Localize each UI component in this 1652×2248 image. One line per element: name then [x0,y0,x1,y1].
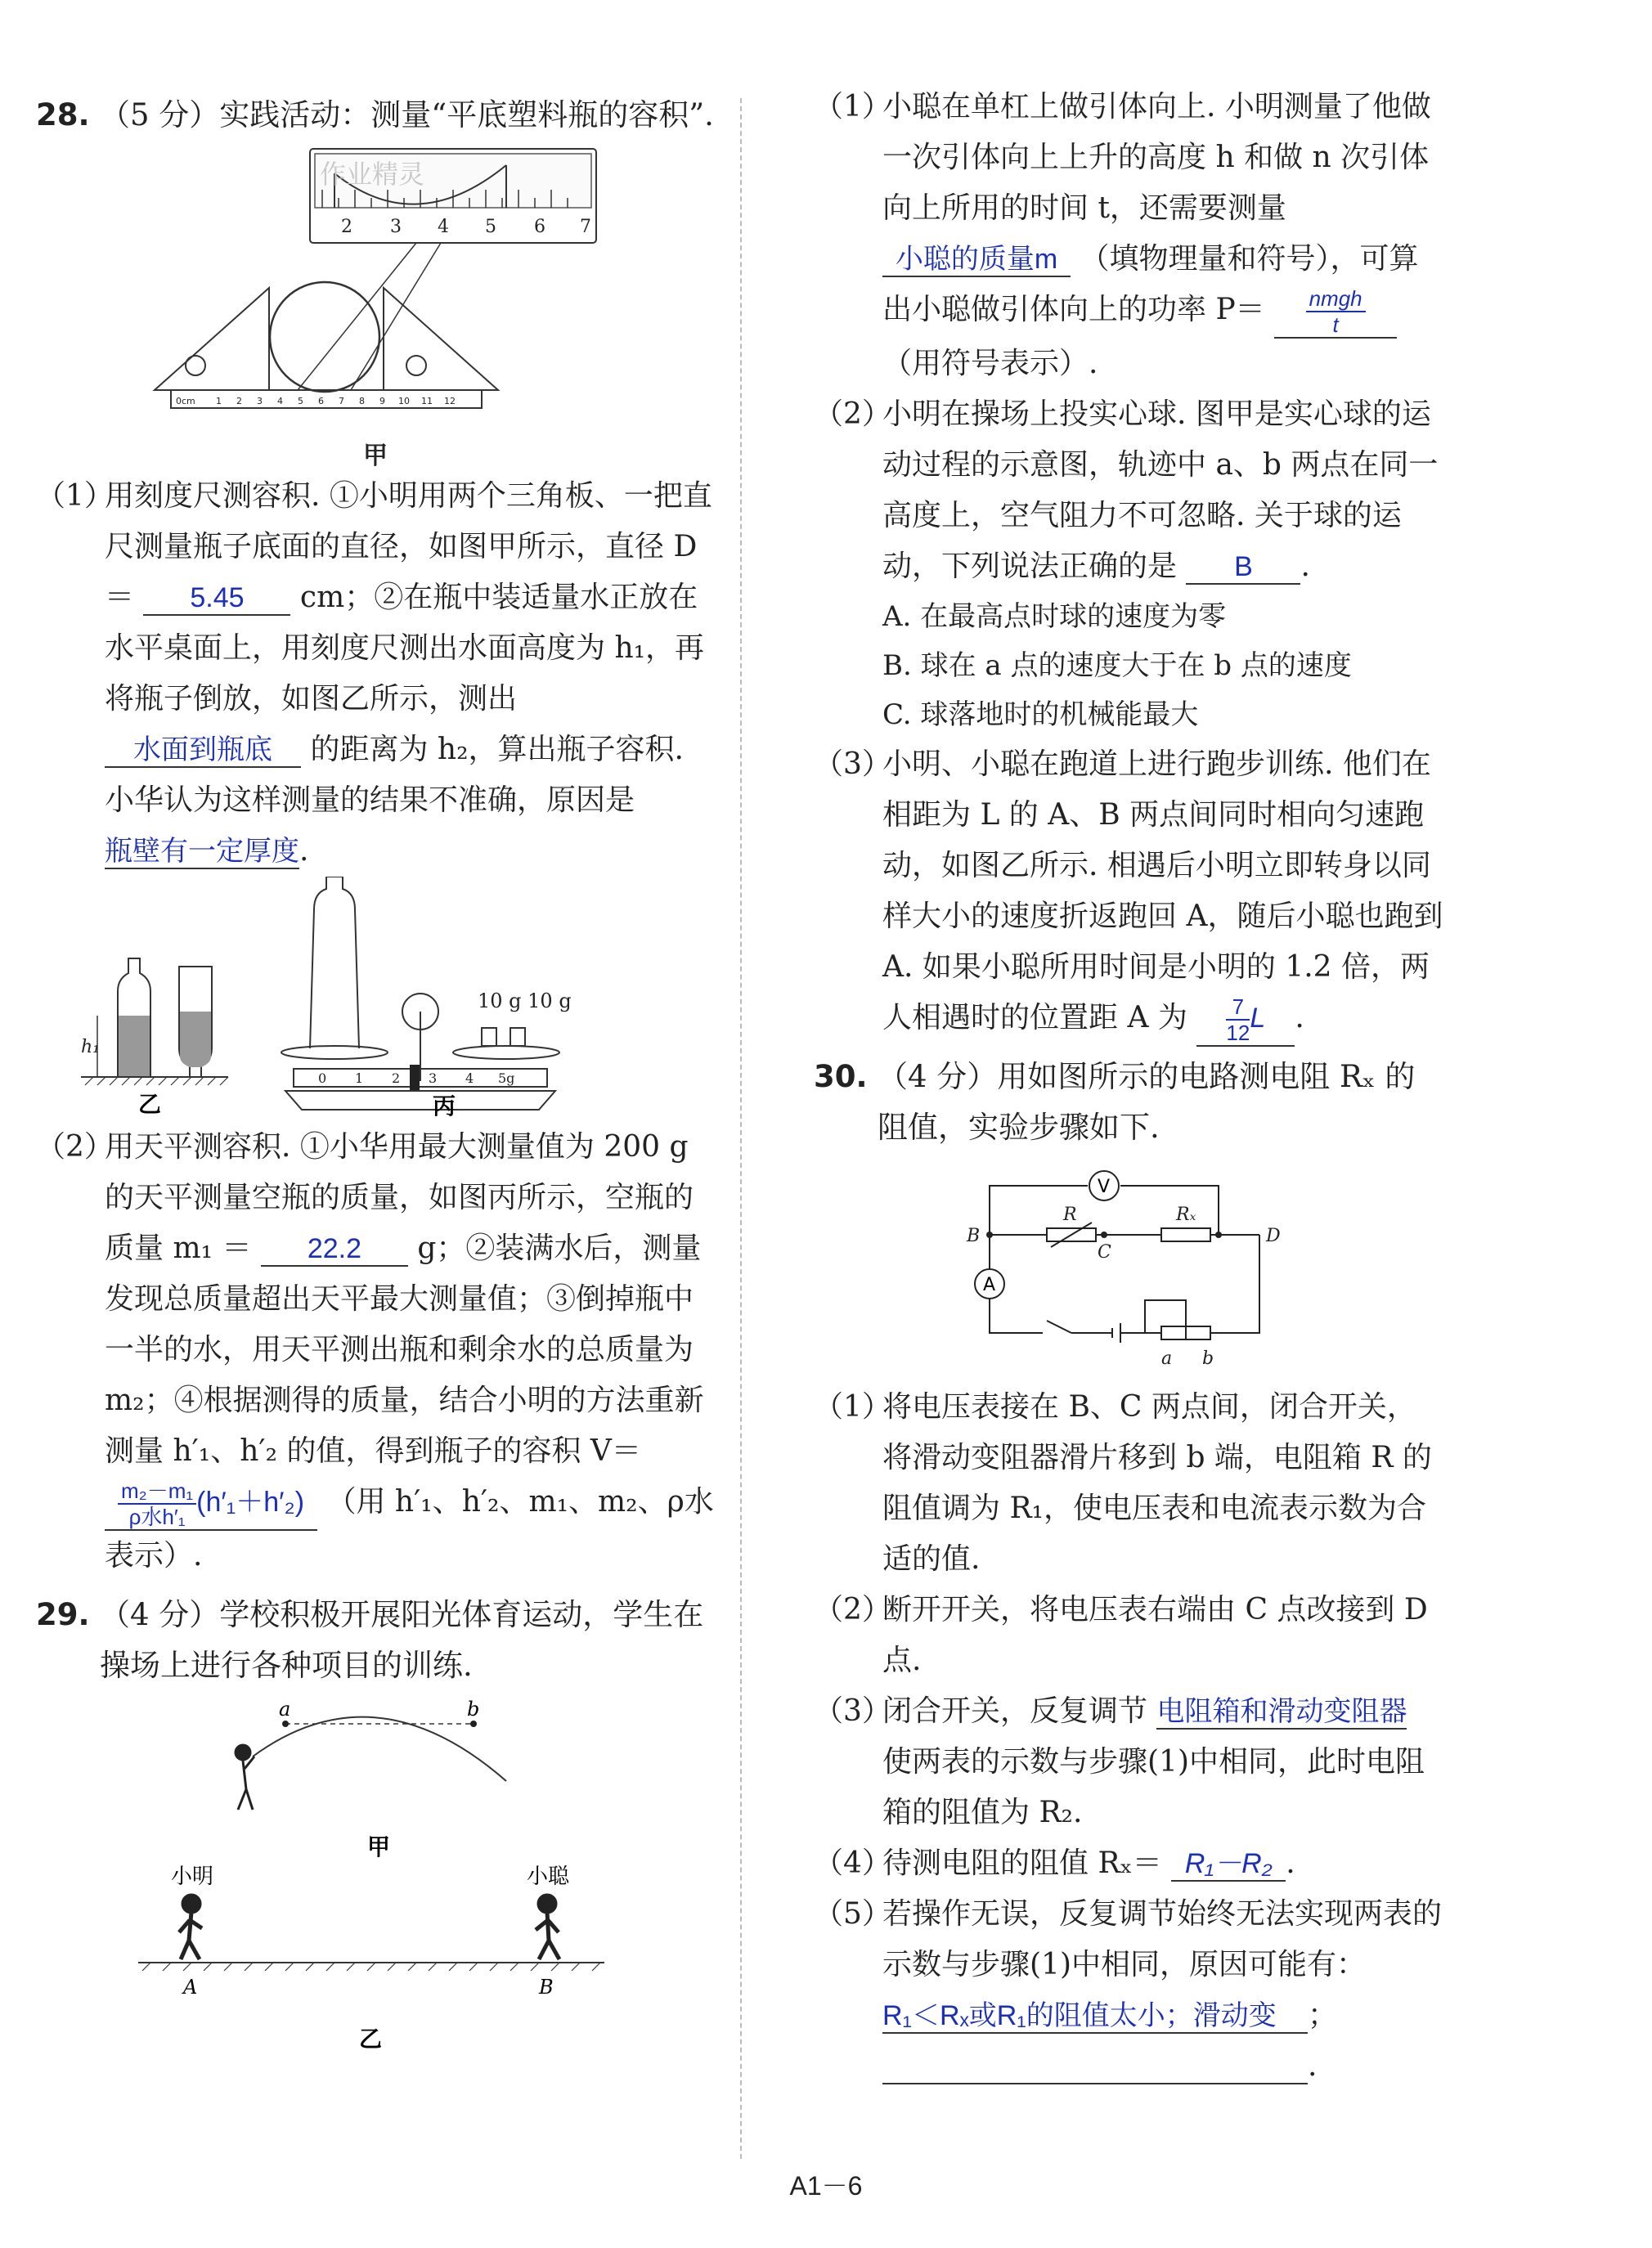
q28-fig-jia-label: 甲 [363,442,388,470]
right-column [814,82,1443,2092]
q29-p3-text-b: . [1295,1001,1304,1035]
q30-header [814,1052,1443,1153]
q28-p1-text-a: 用刻度尺测容积. ①小明用两个三角板、一把直尺测量瓶子底面的直径，如图甲所示，直径 D＝ [105,479,712,614]
bottom-ruler-tick-label: 5 [298,396,303,406]
q29-p3-label: （3） [814,747,891,782]
answer-volume-formula [105,1478,317,1531]
q30-step4 [814,1838,1443,1889]
scale-tick-label: 2 [392,1070,401,1086]
q29-p3-text-a: 小明、小聪在跑道上进行跑步训练. 他们在相距为 L 的 A、B 两点间同时相向匀速跑动，如图乙所示. 相遇后小明立即转身以同样大小的速度折返跑回 A，随后小聪也跑到 A. 如果小聪所用时间是小明的 1.2 倍，两人相遇时的位置距 A 为 [882,747,1443,1035]
distance-tail: L [1250,1003,1266,1034]
watermark-text: 作业精灵 [320,159,425,190]
q29-figure-yi [130,1863,621,2059]
q30-intro: （4 分）用如图所示的电路测电阻 Rₓ 的阻值，实验步骤如下. [878,1059,1416,1146]
q28-fig-bing-label: 丙 [433,1093,456,1120]
q29-fig-yi-label: 乙 [359,2026,383,2053]
q29-part2 [814,389,1443,592]
q29-p1-text-b: （填物理量和符号），可算出小聪做引体向上的功率 P＝ [882,242,1419,326]
top-ruler-tick-label: 3 [390,217,402,237]
volume-denominator: ρ水h′₁ [128,1505,186,1530]
power-numerator: nmgh [1306,286,1366,312]
point-b-label: b [467,1698,480,1721]
top-ruler-tick-label: 2 [341,217,352,237]
point-b-marker [470,1721,477,1727]
q29-figure-jia [204,1691,547,1863]
column-divider [740,98,742,2159]
q28-number: 28. [36,97,90,132]
q30-step2 [814,1585,1443,1686]
bottom-ruler-tick-label: 11 [421,396,433,406]
bottom-ruler-tick-label: 12 [444,396,456,406]
q30-s5-text-a: 若操作无误，反复调节始终无法实现两表的示数与步骤(1)中相同，原因可能有： [882,1897,1443,1982]
bottle-circle [270,282,379,392]
power-fraction [1306,286,1366,337]
answer-reason: 瓶壁有一定厚度 [105,835,299,869]
point-a-marker [282,1721,289,1727]
q28-p2-label: （2） [36,1130,114,1164]
thrower-figure [236,1745,254,1810]
q30-s4-text-a: 待测电阻的阻值 Rₓ＝ [882,1846,1162,1881]
q29-number: 29. [36,1597,90,1633]
q30-step3 [814,1686,1443,1838]
q28-part1 [36,471,715,877]
power-denominator: t [1332,312,1339,338]
answer-measure-target: 水面到瓶底 [105,734,301,768]
answer-power-formula [1274,286,1397,339]
q29-p2-label: （2） [814,397,891,432]
weights-label: 10 g 10 g [478,989,572,1012]
triangle-right [384,288,498,390]
ball-trajectory [253,1717,506,1781]
q30-s3-text-a: 闭合开关，反复调节 [882,1694,1148,1729]
q30-s3-text-b: 使两表的示数与步骤(1)中相同，此时电阻箱的阻值为 R₂. [882,1745,1425,1830]
q29-fig-jia-label: 甲 [367,1833,391,1861]
q28-p2-text-c: （用 h′₁、h′₂、m₁、m₂、ρ水 表示）. [105,1485,714,1573]
answer-meeting-distance [1196,994,1295,1047]
option-b: B. 球在 a 点的速度大于在 b 点的速度 [882,649,1352,683]
distance-fraction [1226,994,1250,1045]
label-D: D [1266,1226,1281,1247]
q30-s5-text-c: . [1308,2049,1318,2084]
q29-p1-label: （1） [814,90,891,123]
volume-fraction [118,1478,196,1529]
bottom-ruler-tick-label: 1 [216,396,222,406]
bottom-ruler-tick-label: 0cm [176,396,195,406]
scale-tick-label: 5g [498,1070,515,1086]
answer-failure-reason-line2 [882,2050,1308,2084]
distance-numerator: 7 [1226,994,1250,1021]
page-number: A1－6 [789,2171,863,2201]
option-a: A. 在最高点时球的速度为零 [882,600,1227,634]
q29-p1-text-a: 小聪在单杠上做引体向上. 小明测量了他做一次引体向上上升的高度 h 和做 n 次引体向上所用的时间 t，还需要测量 [882,90,1431,225]
bottom-ruler-tick-label: 9 [379,396,385,406]
label-a: a [1161,1348,1173,1370]
q28-p1-label: （1） [36,479,114,513]
q30-s2-text: 断开开关，将电压表右端由 C 点改接到 D 点. [882,1593,1428,1678]
label-R: R [1063,1205,1077,1226]
q28-part2 [36,1122,715,1582]
label-C: C [1098,1242,1111,1263]
xiaocong-label: 小聪 [527,1864,570,1890]
bottom-ruler-tick-label: 8 [359,396,365,406]
q30-s4-label: （4） [814,1846,891,1881]
triangle-left [155,288,269,390]
q28-header [36,90,715,141]
answer-rx-formula: R₁－R₂ [1171,1847,1286,1882]
q30-number: 30. [814,1059,868,1095]
answer-failure-reason: R₁＜Rₓ或R₁的阻值太小；滑动变 [882,1999,1308,2034]
q30-s5-text-b: ； [1308,1999,1338,2033]
scale-tick-label: 0 [318,1070,327,1086]
q29-part1 [814,82,1443,389]
runner-xiaoming [179,1896,202,1959]
q28-p1-text-c: 的距离为 h₂，算出瓶子容积. 小华认为这样测量的结果不准确，原因是 [105,733,684,817]
volume-numerator: m₂－m₁ [118,1478,196,1505]
label-Rx: Rₓ [1176,1205,1196,1226]
q28-fig-yi-label: 乙 [138,1091,162,1118]
answer-empty-mass: 22.2 [261,1232,408,1267]
top-ruler-tick-label: 5 [485,217,496,237]
point-a-label: a [279,1698,291,1721]
q30-circuit [957,1153,1300,1382]
top-ruler-tick-label: 7 [580,217,591,237]
bottom-ruler-tick-label: 10 [398,396,410,406]
q30-s1-label: （1） [814,1390,891,1425]
q28-figure-yi-bing [81,877,670,1122]
bottom-ruler-tick-label: 4 [277,396,283,406]
bottom-ruler-tick-label: 2 [236,396,242,406]
voltmeter-label: V [1098,1177,1111,1198]
volume-tail: (h′₁＋h′₂) [196,1487,305,1518]
q30-s3-label: （3） [814,1694,891,1729]
q28-p1-text-d: . [299,834,309,868]
label-b: b [1202,1348,1214,1370]
q30-s5-label: （5） [814,1897,891,1932]
ammeter-label: A [983,1275,996,1296]
answer-diameter: 5.45 [143,581,290,616]
q30-s2-label: （2） [814,1593,891,1627]
scale-tick-label: 4 [465,1070,474,1086]
q30-s1-text: 将电压表接在 B、C 两点间，闭合开关，将滑动变阻器滑片移到 b 端，电阻箱 R 的阻值调为 R₁，使电压表和电流表示数为合适的值. [882,1390,1432,1577]
q28-p1-text-b: cm；②在瓶中装适量水正放在水平桌面上，用刻度尺测出水面高度为 h₁，再将瓶子倒放，如图乙所示，测出 [105,581,705,716]
bottom-ruler-tick-label: 6 [318,396,324,406]
left-column [36,90,715,2059]
runner-xiaocong [536,1896,559,1959]
q29-p2-text-a: 小明在操场上投实心球. 图甲是实心球的运动过程的示意图，轨迹中 a、b 两点在同一高度上，空气阻力不可忽略. 关于球的运动，下列说法正确的是 [882,397,1439,584]
bottom-ruler-tick-label: 7 [339,396,344,406]
answer-adjust-items: 电阻箱和滑动变阻器 [1156,1695,1407,1730]
top-ruler-tick-label: 4 [438,217,449,237]
option-c: C. 球落地时的机械能最大 [882,698,1199,732]
q29-part3 [814,739,1443,1047]
balance-scale [281,877,572,1110]
q29-p2-text-b: . [1300,550,1310,584]
point-B-label: B [539,1976,554,1999]
top-ruler-tick-label: 6 [534,217,545,237]
scale-tick-label: 3 [429,1070,438,1086]
h1-label: h₁ [81,1037,100,1057]
point-A-label: A [183,1976,198,1999]
q29-p1-text-c: （用符号表示）. [882,347,1098,381]
q28-intro: （5 分）实践活动：测量“平底塑料瓶的容积”. [100,97,714,132]
answer-needed-quantity: 小聪的质量m [882,243,1071,277]
q30-s4-text-b: . [1286,1846,1295,1881]
bottom-ruler-tick-label: 3 [257,396,263,406]
q30-step5 [814,1889,1443,2092]
answer-correct-option: B [1186,550,1300,585]
q28-p2-text-a: 用天平测容积. ①小华用最大测量值为 200 g 的天平测量空瓶的质量，如图丙所示，空瓶的质量 m₁ ＝ [105,1130,694,1265]
q28-figure-jia [146,141,604,435]
scale-tick-label: 1 [355,1070,364,1086]
label-B: B [967,1226,981,1247]
q28-p2-text-b: g；②装满水后，测量发现总质量超出天平最大测量值；③倒掉瓶中一半的水，用天平测出瓶和剩余水的总质量为 m₂；④根据测得的质量，结合小明的方法重新测量 h′₁、h′₂ 的值，得到瓶子的容积 V＝ [105,1232,704,1468]
distance-denominator: 12 [1226,1021,1250,1046]
q30-step1 [814,1382,1443,1585]
q29-intro: （4 分）学校积极开展阳光体育运动，学生在操场上进行各种项目的训练. [100,1597,704,1684]
xiaoming-label: 小明 [171,1864,214,1890]
q29-header [36,1590,715,1691]
